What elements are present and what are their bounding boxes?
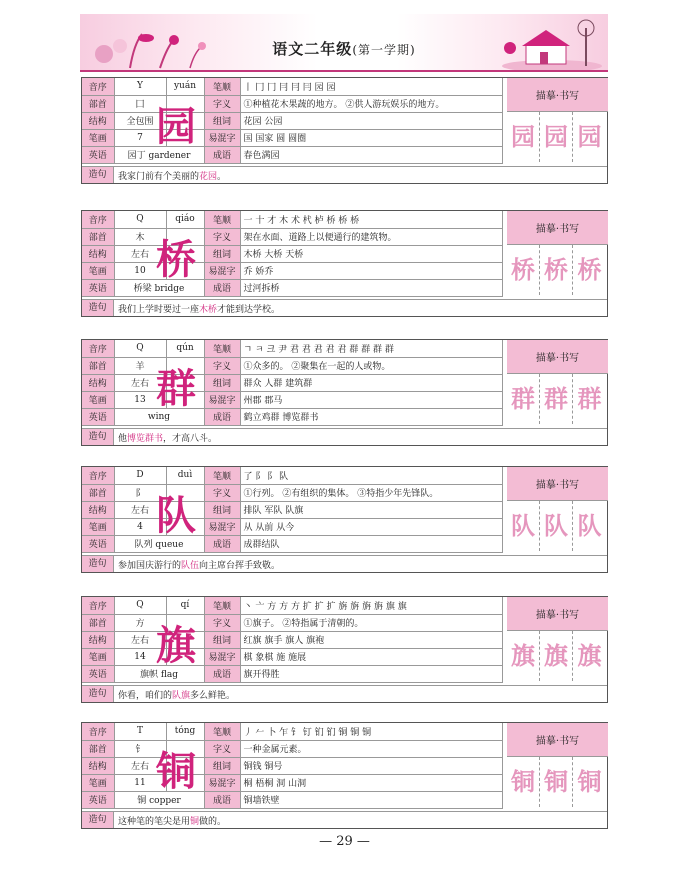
- label-order: 音序: [82, 597, 114, 614]
- sentence-row: [82, 428, 607, 445]
- strokes-value: 13: [114, 391, 166, 408]
- trace-cell[interactable]: 园: [507, 112, 540, 162]
- stroke-order-value: 丨 冂 冂 冃 冃 冃 园 园: [240, 78, 502, 95]
- label-order: 音序: [82, 211, 114, 228]
- card-info-table: [82, 78, 503, 164]
- label-order: 音序: [82, 340, 114, 357]
- sentence-row: [82, 811, 607, 828]
- label-confusable: 易混字: [204, 262, 240, 279]
- label-radical: 部首: [82, 614, 114, 631]
- label-english: 英语: [82, 665, 114, 682]
- character-card-4: [81, 596, 608, 703]
- label-sentence: 造句: [82, 686, 114, 702]
- house-decoration: [500, 18, 604, 70]
- order-value: Y: [114, 78, 166, 95]
- main-character: 队: [156, 492, 196, 539]
- main-character: 桥: [156, 236, 196, 283]
- label-strokes: 笔画: [82, 262, 114, 279]
- structure-value: 全包围: [114, 112, 166, 129]
- sentence-text: 他博览群书，才高八斗。: [118, 433, 218, 444]
- label-strokes: 笔画: [82, 518, 114, 535]
- confusable-value: 棋 象棋 施 施展: [240, 648, 502, 665]
- label-sentence: 造句: [82, 300, 114, 316]
- structure-value: 左右: [114, 374, 166, 391]
- trace-cell[interactable]: 群: [540, 374, 573, 424]
- page-number: — 29 —: [319, 834, 370, 849]
- structure-value: 左右: [114, 245, 166, 262]
- sentence-text: 你看，咱们的队旗多么鲜艳。: [118, 690, 236, 701]
- sentence-text: 我家门前有个美丽的花园。: [118, 171, 227, 182]
- stroke-order-value: 丶 亠 方 方 方 扩 扩 扩 旃 旃 旃 旃 旗 旗: [240, 597, 502, 614]
- structure-value: 左右: [114, 631, 166, 648]
- main-character: 群: [156, 365, 196, 412]
- trace-cell[interactable]: 队: [577, 511, 602, 540]
- label-stroke-order: 笔顺: [204, 597, 240, 614]
- trace-cell[interactable]: 旗: [540, 631, 573, 681]
- order-value: D: [114, 467, 166, 484]
- trace-cell[interactable]: 铜: [540, 757, 573, 807]
- character-card-2: [81, 339, 608, 446]
- words-value: 红旗 旗手 旗人 旗袍: [240, 631, 502, 648]
- order-value: T: [114, 723, 166, 740]
- trace-cell[interactable]: 旗: [507, 631, 540, 681]
- trace-cell[interactable]: 群: [507, 374, 540, 424]
- trace-cell[interactable]: 园: [577, 122, 602, 151]
- radical-value: 羊: [114, 357, 166, 374]
- sentence-row: [82, 299, 607, 316]
- label-stroke-order: 笔顺: [204, 723, 240, 740]
- practice-header: 描摹·书写: [507, 340, 608, 374]
- idiom-value: 铜墙铁壁: [240, 791, 502, 808]
- meaning-value: ①众多的。 ②聚集在一起的人或物。: [240, 357, 502, 374]
- label-strokes: 笔画: [82, 391, 114, 408]
- label-words: 组词: [204, 631, 240, 648]
- strokes-value: 14: [114, 648, 166, 665]
- trace-cell[interactable]: 园: [540, 112, 573, 162]
- label-confusable: 易混字: [204, 648, 240, 665]
- practice-header: 描摹·书写: [507, 723, 608, 757]
- stroke-order-value: 了 阝 阝 队: [240, 467, 502, 484]
- card-info-table: [82, 340, 503, 426]
- label-radical: 部首: [82, 228, 114, 245]
- card-info-table: [82, 723, 503, 809]
- label-idiom: 成语: [204, 665, 240, 682]
- page-title: 语文二年级(第一学期): [272, 40, 416, 58]
- label-english: 英语: [82, 146, 114, 163]
- words-value: 群众 人群 建筑群: [240, 374, 502, 391]
- label-order: 音序: [82, 467, 114, 484]
- label-structure: 结构: [82, 631, 114, 648]
- radical-value: 钅: [114, 740, 166, 757]
- label-order: 音序: [82, 78, 114, 95]
- english-value: 铜 copper: [114, 791, 204, 808]
- radical-value: 阝: [114, 484, 166, 501]
- label-english: 英语: [82, 535, 114, 552]
- radical-value: 囗: [114, 95, 166, 112]
- idiom-value: 鹤立鸡群 博览群书: [240, 408, 502, 425]
- main-character: 旗: [156, 622, 196, 669]
- label-english: 英语: [82, 791, 114, 808]
- label-idiom: 成语: [204, 535, 240, 552]
- meaning-value: ①种植花木果蔬的地方。 ②供人游玩娱乐的地方。: [240, 95, 502, 112]
- words-value: 铜钱 铜号: [240, 757, 502, 774]
- radical-value: 方: [114, 614, 166, 631]
- label-words: 组词: [204, 757, 240, 774]
- practice-header: 描摹·书写: [507, 597, 608, 631]
- label-strokes: 笔画: [82, 129, 114, 146]
- label-sentence: 造句: [82, 167, 114, 183]
- order-value: Q: [114, 211, 166, 228]
- stroke-order-value: 丿 𠂉 卜 乍 钅 钉 钔 钔 铜 铜 铜: [240, 723, 502, 740]
- label-sentence: 造句: [82, 812, 114, 828]
- label-idiom: 成语: [204, 791, 240, 808]
- label-idiom: 成语: [204, 408, 240, 425]
- label-meaning: 字义: [204, 614, 240, 631]
- character-card-1: [81, 210, 608, 317]
- label-stroke-order: 笔顺: [204, 467, 240, 484]
- trace-cell[interactable]: 群: [577, 384, 602, 413]
- english-value: 旗帜 flag: [114, 665, 204, 682]
- label-words: 组词: [204, 374, 240, 391]
- strokes-value: 4: [114, 518, 166, 535]
- label-sentence: 造句: [82, 429, 114, 445]
- confusable-value: 桐 梧桐 洞 山洞: [240, 774, 502, 791]
- label-structure: 结构: [82, 374, 114, 391]
- order-value: Q: [114, 597, 166, 614]
- pinyin-value: yuán: [166, 78, 204, 95]
- label-radical: 部首: [82, 740, 114, 757]
- label-stroke-order: 笔顺: [204, 211, 240, 228]
- strokes-value: 10: [114, 262, 166, 279]
- trace-cell[interactable]: 旗: [577, 641, 602, 670]
- page-banner: [80, 14, 608, 72]
- label-words: 组词: [204, 245, 240, 262]
- sentence-text: 这种笔的笔尖是用铜做的。: [118, 816, 227, 827]
- label-structure: 结构: [82, 112, 114, 129]
- main-character: 铜: [156, 748, 196, 795]
- label-confusable: 易混字: [204, 774, 240, 791]
- label-confusable: 易混字: [204, 518, 240, 535]
- label-meaning: 字义: [204, 357, 240, 374]
- idiom-value: 过河拆桥: [240, 279, 502, 296]
- trace-cell[interactable]: 队: [507, 501, 540, 551]
- character-card-3: [81, 466, 608, 573]
- sentence-row: [82, 166, 607, 183]
- label-structure: 结构: [82, 245, 114, 262]
- strokes-value: 7: [114, 129, 166, 146]
- english-value: 园丁 gardener: [114, 146, 204, 163]
- label-meaning: 字义: [204, 740, 240, 757]
- structure-value: 左右: [114, 501, 166, 518]
- label-structure: 结构: [82, 757, 114, 774]
- label-meaning: 字义: [204, 228, 240, 245]
- trace-cell[interactable]: 铜: [577, 767, 602, 796]
- label-confusable: 易混字: [204, 129, 240, 146]
- label-stroke-order: 笔顺: [204, 78, 240, 95]
- words-value: 花园 公园: [240, 112, 502, 129]
- character-card-5: [81, 722, 608, 829]
- strokes-value: 11: [114, 774, 166, 791]
- meaning-value: ①旗子。 ②特指属于清朝的。: [240, 614, 502, 631]
- label-meaning: 字义: [204, 95, 240, 112]
- main-character: 园: [156, 103, 196, 150]
- pinyin-value: tóng: [166, 723, 204, 740]
- card-info-table: [82, 211, 503, 297]
- label-stroke-order: 笔顺: [204, 340, 240, 357]
- label-english: 英语: [82, 279, 114, 296]
- order-value: Q: [114, 340, 166, 357]
- stroke-order-value: 一 十 才 木 术 杙 栌 桥 桥 桥: [240, 211, 502, 228]
- sentence-text: 我们上学时要过一座木桥才能到达学校。: [118, 304, 281, 315]
- label-sentence: 造句: [82, 556, 114, 572]
- label-meaning: 字义: [204, 484, 240, 501]
- label-words: 组词: [204, 112, 240, 129]
- label-radical: 部首: [82, 357, 114, 374]
- pinyin-value: qún: [166, 340, 204, 357]
- label-order: 音序: [82, 723, 114, 740]
- trace-cell[interactable]: 桥: [507, 245, 540, 295]
- confusable-value: 从 从前 从今: [240, 518, 502, 535]
- confusable-value: 国 国家 圆 圆圈: [240, 129, 502, 146]
- meaning-value: 一种金属元素。: [240, 740, 502, 757]
- label-english: 英语: [82, 408, 114, 425]
- radical-value: 木: [114, 228, 166, 245]
- card-info-table: [82, 597, 503, 683]
- label-idiom: 成语: [204, 146, 240, 163]
- idiom-value: 成群结队: [240, 535, 502, 552]
- card-info-table: [82, 467, 503, 553]
- confusable-value: 乔 娇乔: [240, 262, 502, 279]
- confusable-value: 州郡 郡马: [240, 391, 502, 408]
- practice-header: 描摹·书写: [507, 211, 608, 245]
- trace-cell[interactable]: 铜: [507, 757, 540, 807]
- label-confusable: 易混字: [204, 391, 240, 408]
- stroke-order-value: ㄱ ㅋ 크 尹 君 君 君 君 君 群 群 群 群: [240, 340, 502, 357]
- pinyin-value: qiáo: [166, 211, 204, 228]
- sentence-row: [82, 685, 607, 702]
- english-value: wing: [114, 408, 204, 425]
- label-strokes: 笔画: [82, 774, 114, 791]
- words-value: 排队 军队 队旗: [240, 501, 502, 518]
- meaning-value: ①行列。 ②有组织的集体。 ③特指少年先锋队。: [240, 484, 502, 501]
- meaning-value: 架在水面、道路上以便通行的建筑物。: [240, 228, 502, 245]
- label-words: 组词: [204, 501, 240, 518]
- label-idiom: 成语: [204, 279, 240, 296]
- label-strokes: 笔画: [82, 648, 114, 665]
- label-radical: 部首: [82, 484, 114, 501]
- character-card-0: [81, 77, 608, 184]
- label-structure: 结构: [82, 501, 114, 518]
- idiom-value: 春色满园: [240, 146, 502, 163]
- practice-header: 描摹·书写: [507, 78, 608, 112]
- pinyin-value: duì: [166, 467, 204, 484]
- english-value: 桥梁 bridge: [114, 279, 204, 296]
- words-value: 木桥 大桥 天桥: [240, 245, 502, 262]
- sentence-row: [82, 555, 607, 572]
- trace-cell[interactable]: 桥: [540, 245, 573, 295]
- sentence-text: 参加国庆游行的队伍向主席台挥手致敬。: [118, 560, 281, 571]
- practice-header: 描摹·书写: [507, 467, 608, 501]
- idiom-value: 旗开得胜: [240, 665, 502, 682]
- label-radical: 部首: [82, 95, 114, 112]
- english-value: 队列 queue: [114, 535, 204, 552]
- trace-cell[interactable]: 队: [540, 501, 573, 551]
- trace-cell[interactable]: 桥: [577, 255, 602, 284]
- pinyin-value: qí: [166, 597, 204, 614]
- structure-value: 左右: [114, 757, 166, 774]
